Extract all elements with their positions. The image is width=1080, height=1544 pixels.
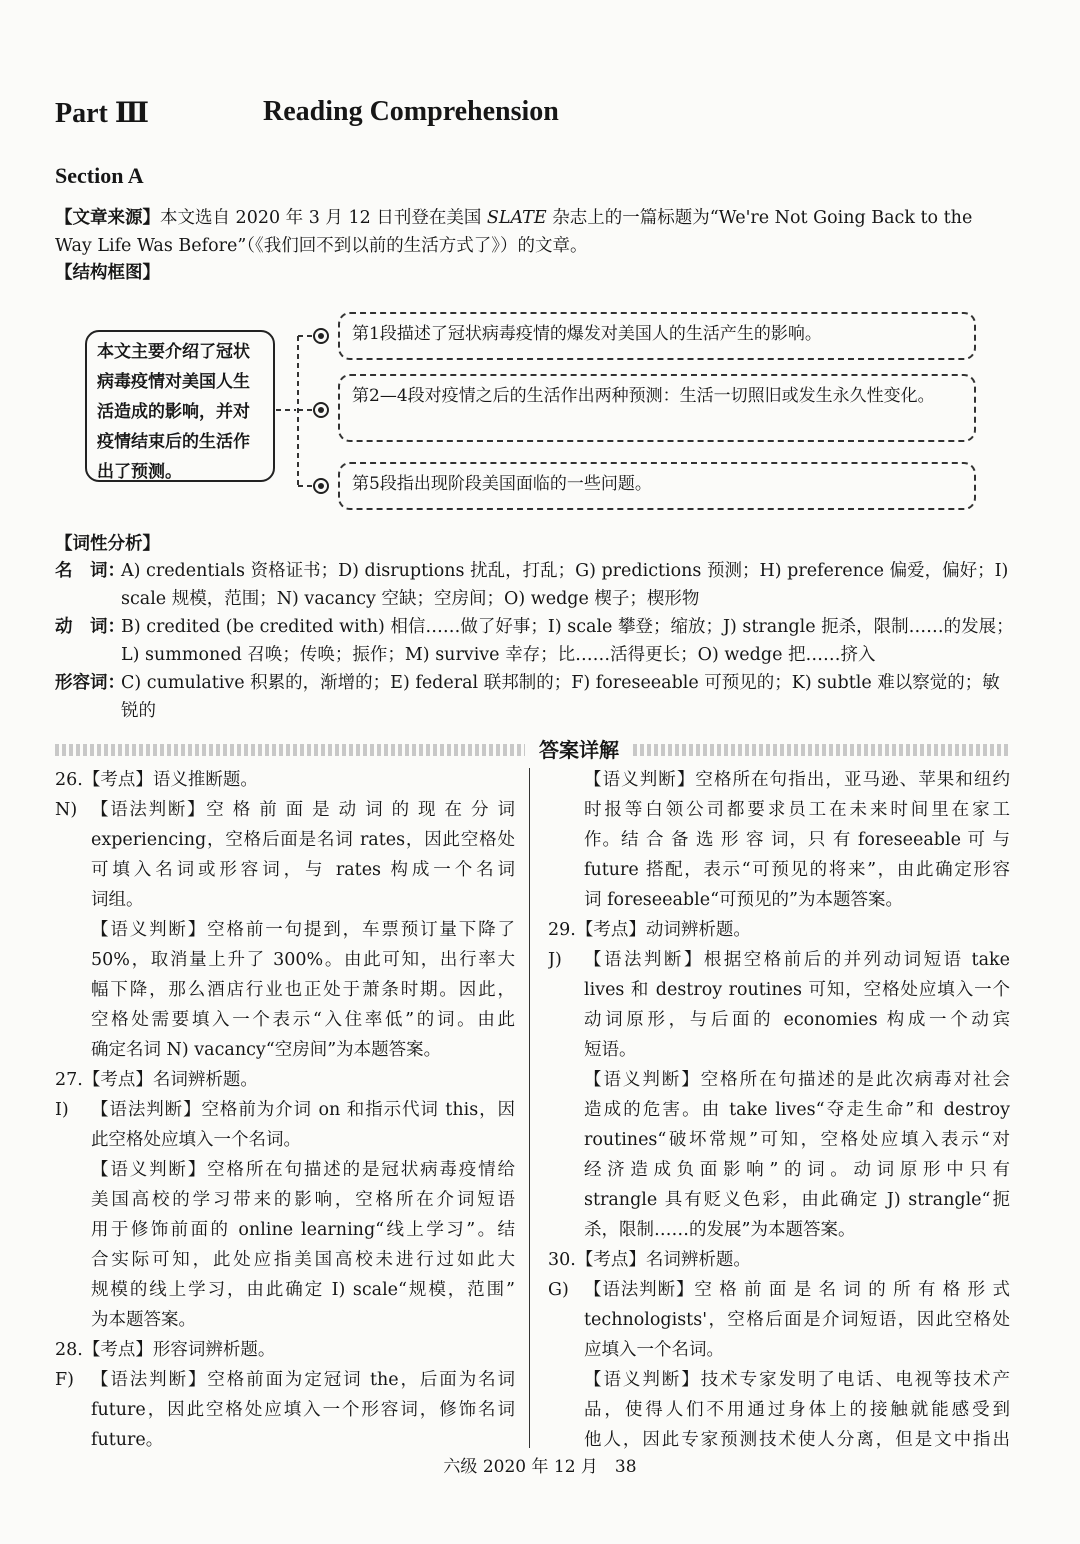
answer-line-text: future。 [91, 1430, 164, 1450]
structure-diagram [0, 0, 1080, 520]
answer-line-text: 【语法判断】空格前面为定冠词 the，后面为名词 [91, 1370, 515, 1390]
answer-line-text: 空格处需要填入一个表示“入住率低”的词。由此 [91, 1010, 515, 1030]
answer-line [55, 1425, 515, 1455]
answer-letter: N) [55, 800, 78, 820]
pos-text: A) credentials 资格证书；D) disruptions 扰乱，打乱；G) predictions 预测；H) preference 偏爱，偏好；I) scale 规模，范围；N) vacancy 空缺；空房间；O) wedge 楔子；楔形物 [121, 561, 1009, 609]
answer-line [548, 825, 1010, 855]
answer-line-text: 【语法判断】根据空格前后的并列动词短语 take [584, 950, 1010, 970]
part-label: Part Ⅲ [55, 98, 149, 129]
pos-text: C) cumulative 积累的，渐增的；E) federal 联邦制的；F) foreseeable 可预见的；K) subtle 难以察觉的；敏锐的 [121, 673, 1000, 721]
answer-line-text: 美国高校的学习带来的影响，空格所在介词短语 [91, 1190, 515, 1210]
pos-row-verb [55, 613, 1015, 669]
answer-line-text: 确定名词 N) vacancy“空房间”为本题答案。 [91, 1040, 442, 1060]
column-divider [529, 768, 530, 1448]
answer-line [548, 1215, 1010, 1245]
answer-line [548, 1125, 1010, 1155]
source-tag: 【文章来源】 [55, 208, 160, 228]
answer-line-text: lives 和 destroy routines 可知，空格处应填入一个 [584, 980, 1010, 1000]
answer-line-text: 应填入一个名词。 [584, 1340, 724, 1360]
answer-line-text: routines“破坏常规”可知，空格处应填入表示“对 [584, 1130, 1010, 1150]
answer-line [548, 1245, 1010, 1275]
branch-box-1: 第1段描述了冠状病毒疫情的爆发对美国人的生活产生的影响。 [338, 312, 976, 360]
answer-line [55, 855, 515, 885]
answer-line-text: 造成的危害。由 take lives“夺走生命”和 destroy [584, 1100, 1010, 1120]
answer-line-text: 30.【考点】名词辨析题。 [548, 1250, 751, 1270]
answer-line [548, 1425, 1010, 1455]
answers-banner [55, 734, 1010, 764]
banner-stripe-left [55, 744, 525, 756]
answer-line [548, 1095, 1010, 1125]
answer-line-text: 短语。 [584, 1040, 637, 1060]
answer-line-text: 动词原形，与后面的 economies 构成一个动宾 [584, 1010, 1010, 1030]
answer-line-text: 29.【考点】动词辨析题。 [548, 920, 751, 940]
answer-line [55, 1095, 515, 1125]
answer-line [548, 765, 1010, 795]
answer-line-text: 幅下降，那么酒店行业也正处于萧条时期。因此， [91, 980, 515, 1000]
structure-label: 【结构框图】 [55, 263, 160, 283]
answer-line-text: 杀，限制……的发展”为本题答案。 [584, 1220, 856, 1240]
connector-node-icon [313, 328, 329, 344]
answer-letter: F) [55, 1370, 74, 1390]
answers-right-column [548, 765, 1010, 1455]
answer-line [55, 1335, 515, 1365]
answer-line [55, 1215, 515, 1245]
answer-line-text: 品，使得人们不用通过身体上的接触就能感受到 [584, 1400, 1010, 1420]
answer-line [548, 945, 1010, 975]
answer-line-text: 【语义判断】空格所在句描述的是冠状病毒疫情给 [91, 1160, 515, 1180]
answer-line-text: future，因此空格处应填入一个形容词，修饰名词 [91, 1400, 515, 1420]
answer-line [55, 1275, 515, 1305]
answer-line [55, 1125, 515, 1155]
answer-letter: I) [55, 1100, 69, 1120]
answer-line [55, 1065, 515, 1095]
pos-name: 名 词： [55, 561, 125, 581]
part-title: Reading Comprehension [263, 96, 559, 127]
answer-line [55, 1005, 515, 1035]
answer-line [55, 1035, 515, 1065]
answer-line-text: 28.【考点】形容词辨析题。 [55, 1340, 276, 1360]
page-footer: 六级 2020 年 12 月 38 [443, 1457, 637, 1477]
answer-line [548, 1035, 1010, 1065]
pos-name: 形容词： [55, 673, 125, 693]
answer-line-text: 【语法判断】空 格 前 面 是 动 词 的 现 在 分 词 [91, 800, 515, 820]
source-magazine: SLATE [486, 208, 547, 228]
pos-analysis-label: 【词性分析】 [55, 534, 160, 554]
main-idea-box: 本文主要介绍了冠状病毒疫情对美国人生活造成的影响，并对疫情结束后的生活作出了预测。 [85, 330, 275, 482]
answer-line [548, 1185, 1010, 1215]
section-label: Section A [55, 163, 144, 188]
answer-line-text: experiencing，空格后面是名词 rates，因此空格处 [91, 830, 515, 850]
answer-line-text: 27.【考点】名词辨析题。 [55, 1070, 258, 1090]
answer-line [548, 1005, 1010, 1035]
answer-line [548, 1065, 1010, 1095]
answer-line [55, 975, 515, 1005]
answers-title: 答案详解 [535, 734, 623, 763]
answer-line [548, 915, 1010, 945]
pos-text: B) credited (be credited with) 相信……做了好事；I) scale 攀登；缩放；J) strangle 扼杀，限制……的发展；L) summoned 召唤；传唤；振作；M) survive 幸存；比……活得更长；O) wedge 把……挤入 [121, 617, 1014, 665]
pos-name: 动 词： [55, 617, 125, 637]
answer-line [55, 1185, 515, 1215]
answer-line-text: 50%，取消量上升了 300%。由此可知，出行率大 [91, 950, 515, 970]
answer-letter: G) [548, 1280, 569, 1300]
branch-box-3: 第5段指出现阶段美国面临的一些问题。 [338, 462, 976, 510]
answer-line-text: 【语法判断】空格前为介词 on 和指示代词 this，因 [91, 1100, 515, 1120]
answer-line [55, 1365, 515, 1395]
answer-line [548, 855, 1010, 885]
answer-line [548, 1395, 1010, 1425]
answer-line [55, 795, 515, 825]
answer-line [55, 945, 515, 975]
answer-line [55, 1155, 515, 1185]
answer-line [548, 1365, 1010, 1395]
connector-node-icon [313, 478, 329, 494]
answer-letter: J) [548, 950, 562, 970]
answer-line [548, 1305, 1010, 1335]
banner-stripe-right [633, 744, 1010, 756]
answer-line-text: 词 foreseeable“可预见的”为本题答案。 [584, 890, 903, 910]
answer-line-text: 合实际可知，此处应指美国高校未进行过如此大 [91, 1250, 515, 1270]
answer-line-text: 经济造成负面影响”的词。动词原形中只有 [584, 1160, 1010, 1180]
answer-line [548, 1275, 1010, 1305]
answer-line [548, 975, 1010, 1005]
answer-line-text: 【语义判断】空格所在句指出，亚马逊、苹果和纽约 [584, 770, 1010, 790]
answer-line [55, 765, 515, 795]
answer-line-text: 时报等白领公司都要求员工在未来时间里在家工 [584, 800, 1010, 820]
answer-line [548, 885, 1010, 915]
answer-line [548, 1335, 1010, 1365]
source-text-before: 本文选自 2020 年 3 月 12 日刊登在美国 [160, 208, 487, 228]
answer-line-text: 【语义判断】空格前一句提到，车票预订量下降了 [91, 920, 515, 940]
answer-line [548, 1155, 1010, 1185]
answer-line [548, 795, 1010, 825]
answer-line [55, 1305, 515, 1335]
answer-line-text: 【语义判断】空格所在句描述的是此次病毒对社会 [584, 1070, 1010, 1090]
pos-row-adjective [55, 669, 1015, 725]
answer-line-text: 作。结 合 备 选 形 容 词，只 有 foreseeable 可 与 [584, 830, 1010, 850]
answer-line-text: 他人，因此专家预测技术使人分离，但是文中指出 [584, 1430, 1010, 1450]
branch-box-2: 第2—4段对疫情之后的生活作出两种预测：生活一切照旧或发生永久性变化。 [338, 374, 976, 442]
answers-left-column [55, 765, 515, 1455]
answer-line-text: 26.【考点】语义推断题。 [55, 770, 258, 790]
answer-line-text: 可填入名词或形容词，与 rates 构成一个名词 [91, 860, 515, 880]
answer-line-text: 此空格处应填入一个名词。 [91, 1130, 301, 1150]
answer-line-text: 规模的线上学习，由此确定 I) scale“规模，范围” [91, 1280, 515, 1300]
answer-line-text: 【语义判断】技术专家发明了电话、电视等技术产 [584, 1370, 1010, 1390]
answer-line-text: technologists'，空格后面是介词短语，因此空格处 [584, 1310, 1010, 1330]
connector-node-icon [313, 402, 329, 418]
answer-line [55, 825, 515, 855]
answer-line [55, 915, 515, 945]
answer-line-text: future 搭配，表示“可预见的将来”，由此确定形容 [584, 860, 1010, 880]
answer-line-text: strangle 具有贬义色彩，由此确定 J) strangle“扼 [584, 1190, 1010, 1210]
answer-line-text: 【语法判断】空 格 前 面 是 名 词 的 所 有 格 形 式 [584, 1280, 1010, 1300]
answer-line [55, 885, 515, 915]
pos-row-noun [55, 557, 1015, 613]
answer-line-text: 用于修饰前面的 online learning“线上学习”。结 [91, 1220, 515, 1240]
answer-line [55, 1245, 515, 1275]
source-text-after: 杂志上的一篇标题为“We're Not Going Back to the Way Life Was Before”（《我们回不到以前的生活方式了》）的文章。 [55, 208, 973, 256]
answer-line-text: 为本题答案。 [91, 1310, 196, 1330]
answer-line-text: 词组。 [91, 890, 144, 910]
answer-line [55, 1395, 515, 1425]
